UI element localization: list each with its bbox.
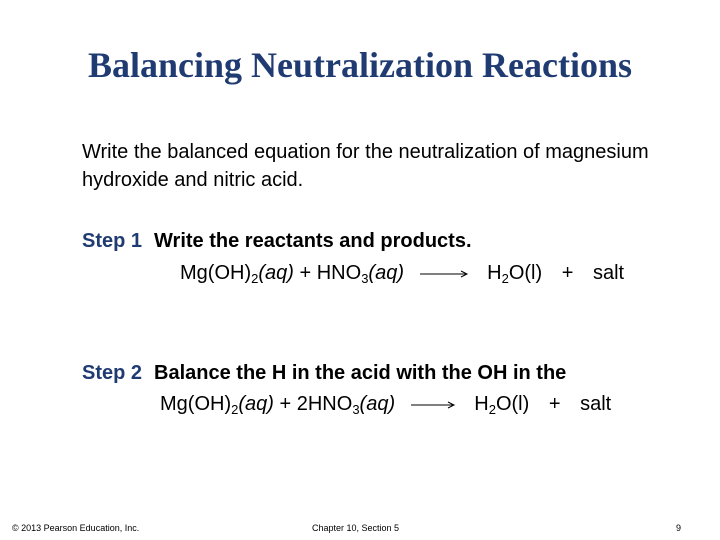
chapter-footer: Chapter 10, Section 5 (312, 523, 400, 533)
step-2-label: Step 2 (82, 362, 143, 384)
equation-step-1 (180, 262, 624, 286)
reaction-arrow-icon (411, 400, 459, 410)
reactant-nitric-acid: $2HNO_3(aq)$ (296, 393, 396, 417)
step-2-text: Balance the H in the acid with the OH in the (154, 362, 567, 384)
plus-sign: + (548, 393, 561, 415)
product-water: $H_2O(l)$ (474, 393, 530, 417)
product-salt: salt (592, 262, 625, 284)
reactant-nitric-acid: $HNO_3(aq)$ (316, 262, 404, 286)
product-water: $H_2O(l)$ (487, 262, 543, 286)
step-1 (82, 230, 472, 253)
product-salt: salt (580, 393, 612, 415)
page-number: 9 (676, 523, 682, 533)
reactant-magnesium-hydroxide: $Mg(OH)_2(aq)$ (180, 262, 294, 286)
plus-sign: + (561, 262, 574, 284)
equation-step-2 (160, 393, 611, 417)
reaction-arrow-icon (420, 269, 472, 279)
plus-sign: + (279, 393, 292, 415)
step-2 (82, 362, 566, 385)
plus-sign: + (299, 262, 312, 284)
reactant-magnesium-hydroxide: $Mg(OH)_2(aq)$ (160, 393, 274, 417)
step-1-text: Write the reactants and products. (154, 230, 472, 252)
slide-title: Balancing Neutralization Reactions (88, 45, 632, 85)
step-1-label: Step 1 (82, 230, 143, 252)
problem-statement: Write the balanced equation for the neutralization of magnesium hydroxide and nitric acid. (82, 141, 649, 191)
copyright-footer: © 2013 Pearson Education, Inc. (12, 523, 140, 533)
